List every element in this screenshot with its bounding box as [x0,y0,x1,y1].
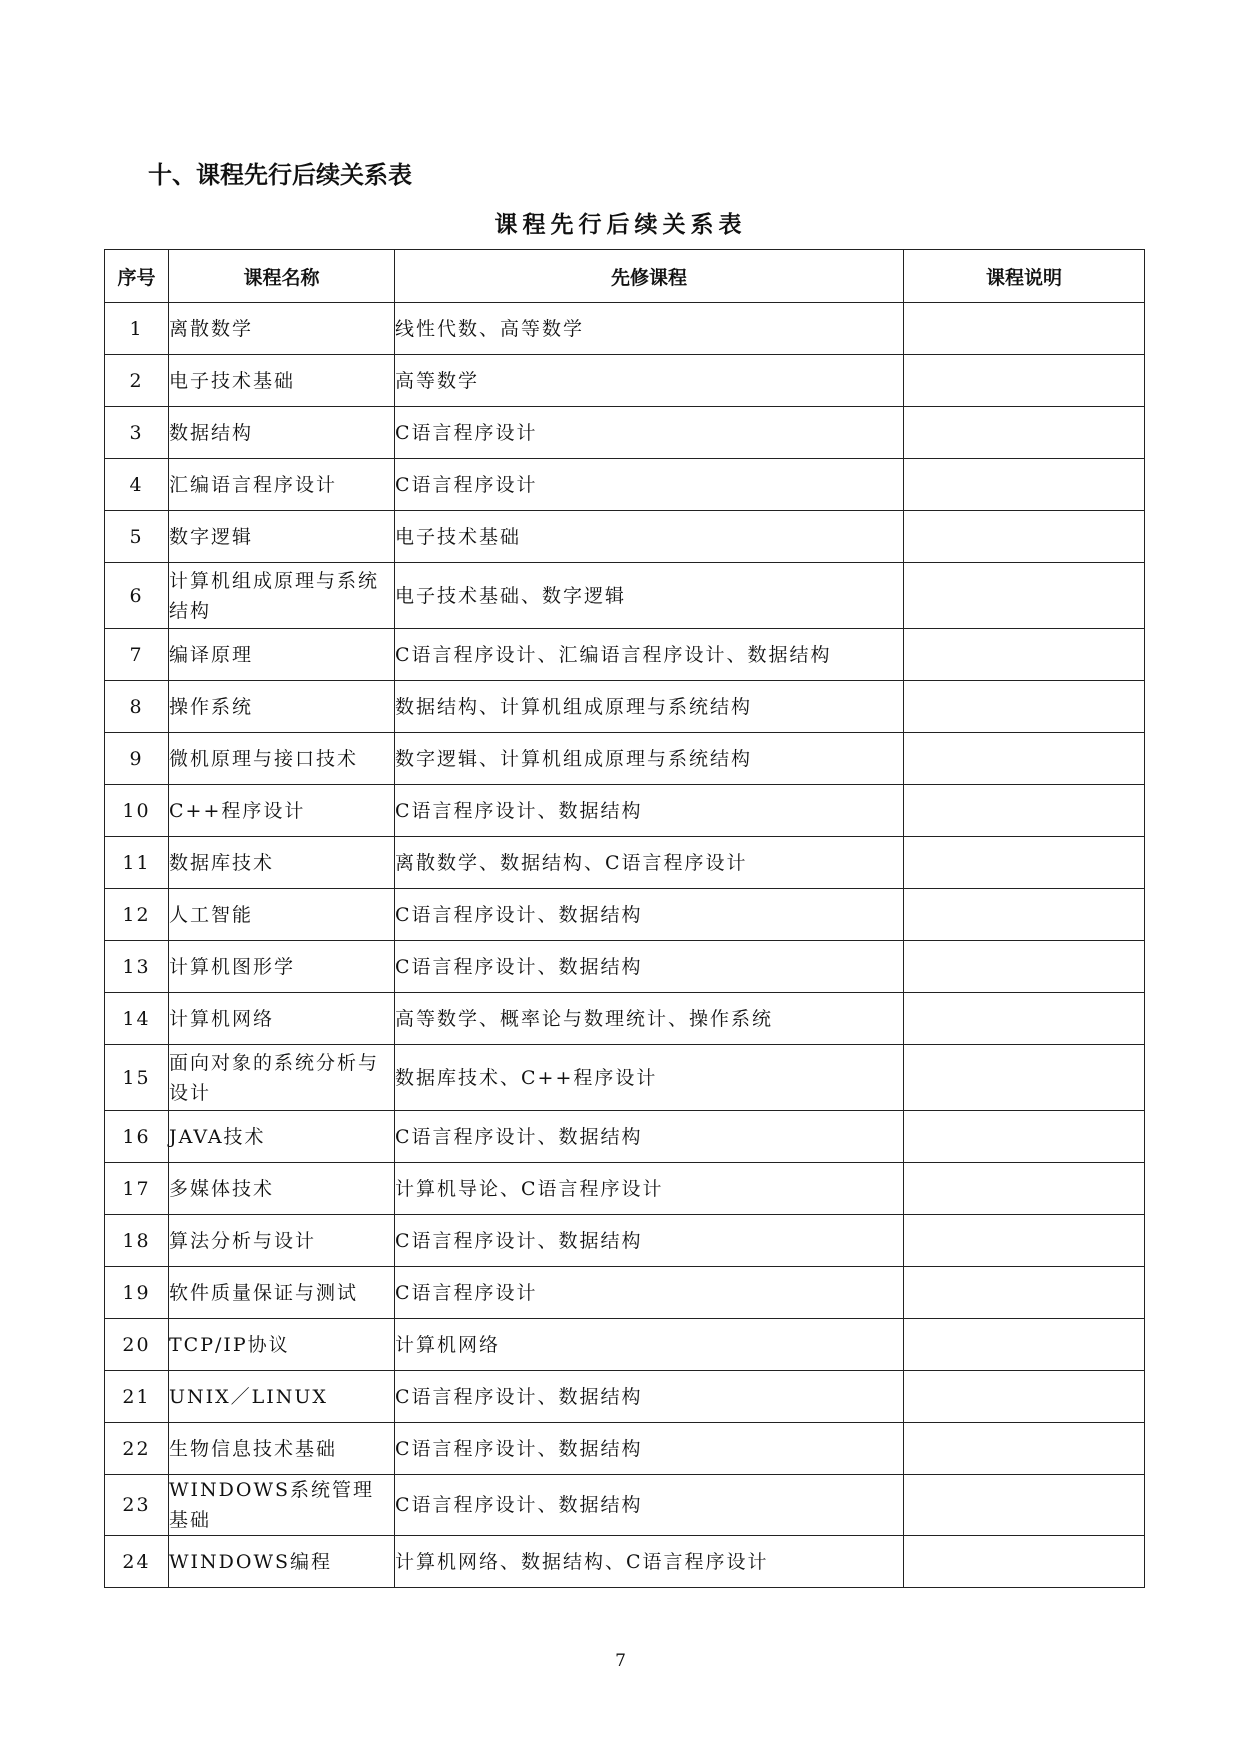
table-row [105,993,1145,1045]
course-name: 算法分析与设计 [169,1215,395,1267]
row-number: 3 [105,407,169,459]
course-name: UNIX／LINUX [169,1371,395,1423]
course-note [904,511,1145,563]
prerequisite-courses: 数据库技术、C++程序设计 [395,1045,904,1111]
course-name: 离散数学 [169,303,395,355]
table-row [105,511,1145,563]
course-note [904,1423,1145,1475]
table-row [105,1319,1145,1371]
table-row [105,303,1145,355]
prerequisite-courses: C语言程序设计、数据结构 [395,1475,904,1536]
course-name: TCP/IP协议 [169,1319,395,1371]
table-row [105,1045,1145,1111]
row-number: 8 [105,681,169,733]
row-number: 21 [105,1371,169,1423]
table-row [105,1475,1145,1536]
row-number: 2 [105,355,169,407]
prerequisite-courses: C语言程序设计 [395,1267,904,1319]
table-header-row [105,250,1145,303]
prerequisite-courses: 计算机网络 [395,1319,904,1371]
header-course-notes: 课程说明 [904,250,1145,303]
table-row [105,629,1145,681]
course-note [904,785,1145,837]
course-note [904,629,1145,681]
row-number: 22 [105,1423,169,1475]
course-name: 数据库技术 [169,837,395,889]
row-number: 17 [105,1163,169,1215]
course-name: 微机原理与接口技术 [169,733,395,785]
header-index: 序号 [105,250,169,303]
course-note [904,733,1145,785]
prerequisite-courses: 计算机网络、数据结构、C语言程序设计 [395,1536,904,1588]
course-note [904,941,1145,993]
course-name: 编译原理 [169,629,395,681]
course-note [904,407,1145,459]
prerequisite-courses: 电子技术基础 [395,511,904,563]
course-name: C++程序设计 [169,785,395,837]
course-name: 数字逻辑 [169,511,395,563]
course-name: 电子技术基础 [169,355,395,407]
course-name: 数据结构 [169,407,395,459]
table-row [105,941,1145,993]
course-name: 多媒体技术 [169,1163,395,1215]
row-number: 19 [105,1267,169,1319]
course-note [904,681,1145,733]
table-row [105,1163,1145,1215]
course-name: 计算机图形学 [169,941,395,993]
course-name: JAVA技术 [169,1111,395,1163]
prerequisite-courses: C语言程序设计、数据结构 [395,785,904,837]
course-name: WINDOWS编程 [169,1536,395,1588]
row-number: 13 [105,941,169,993]
course-note [904,1111,1145,1163]
table-row [105,1111,1145,1163]
prerequisite-courses: C语言程序设计、数据结构 [395,1215,904,1267]
row-number: 7 [105,629,169,681]
course-note [904,1475,1145,1536]
course-name: 人工智能 [169,889,395,941]
course-note [904,1267,1145,1319]
row-number: 15 [105,1045,169,1111]
row-number: 5 [105,511,169,563]
course-note [904,563,1145,629]
page-number: 7 [615,1651,626,1671]
section-heading: 十、课程先行后续关系表 [148,161,412,189]
course-name: 计算机网络 [169,993,395,1045]
prerequisite-courses: 数字逻辑、计算机组成原理与系统结构 [395,733,904,785]
prerequisite-courses: C语言程序设计、数据结构 [395,1423,904,1475]
table-row [105,563,1145,629]
course-name: 面向对象的系统分析与设计 [169,1045,395,1111]
row-number: 6 [105,563,169,629]
prerequisite-courses: C语言程序设计、数据结构 [395,1371,904,1423]
course-name: WINDOWS系统管理基础 [169,1475,395,1536]
course-note [904,993,1145,1045]
prerequisite-courses: 线性代数、高等数学 [395,303,904,355]
prerequisite-courses: 电子技术基础、数字逻辑 [395,563,904,629]
row-number: 18 [105,1215,169,1267]
prerequisite-courses: 离散数学、数据结构、C语言程序设计 [395,837,904,889]
prerequisite-courses: 计算机导论、C语言程序设计 [395,1163,904,1215]
table-row [105,1215,1145,1267]
course-note [904,1536,1145,1588]
course-note [904,1371,1145,1423]
row-number: 1 [105,303,169,355]
course-name: 计算机组成原理与系统结构 [169,563,395,629]
prerequisite-courses: C语言程序设计、数据结构 [395,889,904,941]
prerequisite-courses: C语言程序设计、汇编语言程序设计、数据结构 [395,629,904,681]
prerequisite-courses: 高等数学 [395,355,904,407]
table-row [105,785,1145,837]
course-note [904,355,1145,407]
table-row [105,837,1145,889]
course-note [904,1045,1145,1111]
header-course-name: 课程名称 [169,250,395,303]
row-number: 14 [105,993,169,1045]
table-row [105,1371,1145,1423]
table-row [105,681,1145,733]
prerequisite-courses: 高等数学、概率论与数理统计、操作系统 [395,993,904,1045]
prerequisite-courses: C语言程序设计 [395,407,904,459]
course-note [904,1319,1145,1371]
table-row [105,1536,1145,1588]
row-number: 20 [105,1319,169,1371]
prerequisite-table [104,249,1145,1588]
course-name: 生物信息技术基础 [169,1423,395,1475]
course-note [904,1215,1145,1267]
prerequisite-courses: C语言程序设计、数据结构 [395,941,904,993]
row-number: 9 [105,733,169,785]
prerequisite-courses: 数据结构、计算机组成原理与系统结构 [395,681,904,733]
table-row [105,1423,1145,1475]
table-row [105,733,1145,785]
table-title: 课程先行后续关系表 [494,212,747,238]
course-name: 汇编语言程序设计 [169,459,395,511]
row-number: 10 [105,785,169,837]
course-note [904,303,1145,355]
table-row [105,407,1145,459]
course-note [904,459,1145,511]
row-number: 16 [105,1111,169,1163]
prerequisite-courses: C语言程序设计、数据结构 [395,1111,904,1163]
course-note [904,837,1145,889]
prerequisite-courses: C语言程序设计 [395,459,904,511]
table-row [105,355,1145,407]
row-number: 4 [105,459,169,511]
header-prerequisites: 先修课程 [395,250,904,303]
table-row [105,459,1145,511]
row-number: 11 [105,837,169,889]
course-note [904,1163,1145,1215]
table-row [105,889,1145,941]
course-name: 操作系统 [169,681,395,733]
table-row [105,1267,1145,1319]
course-name: 软件质量保证与测试 [169,1267,395,1319]
course-note [904,889,1145,941]
row-number: 24 [105,1536,169,1588]
row-number: 23 [105,1475,169,1536]
row-number: 12 [105,889,169,941]
